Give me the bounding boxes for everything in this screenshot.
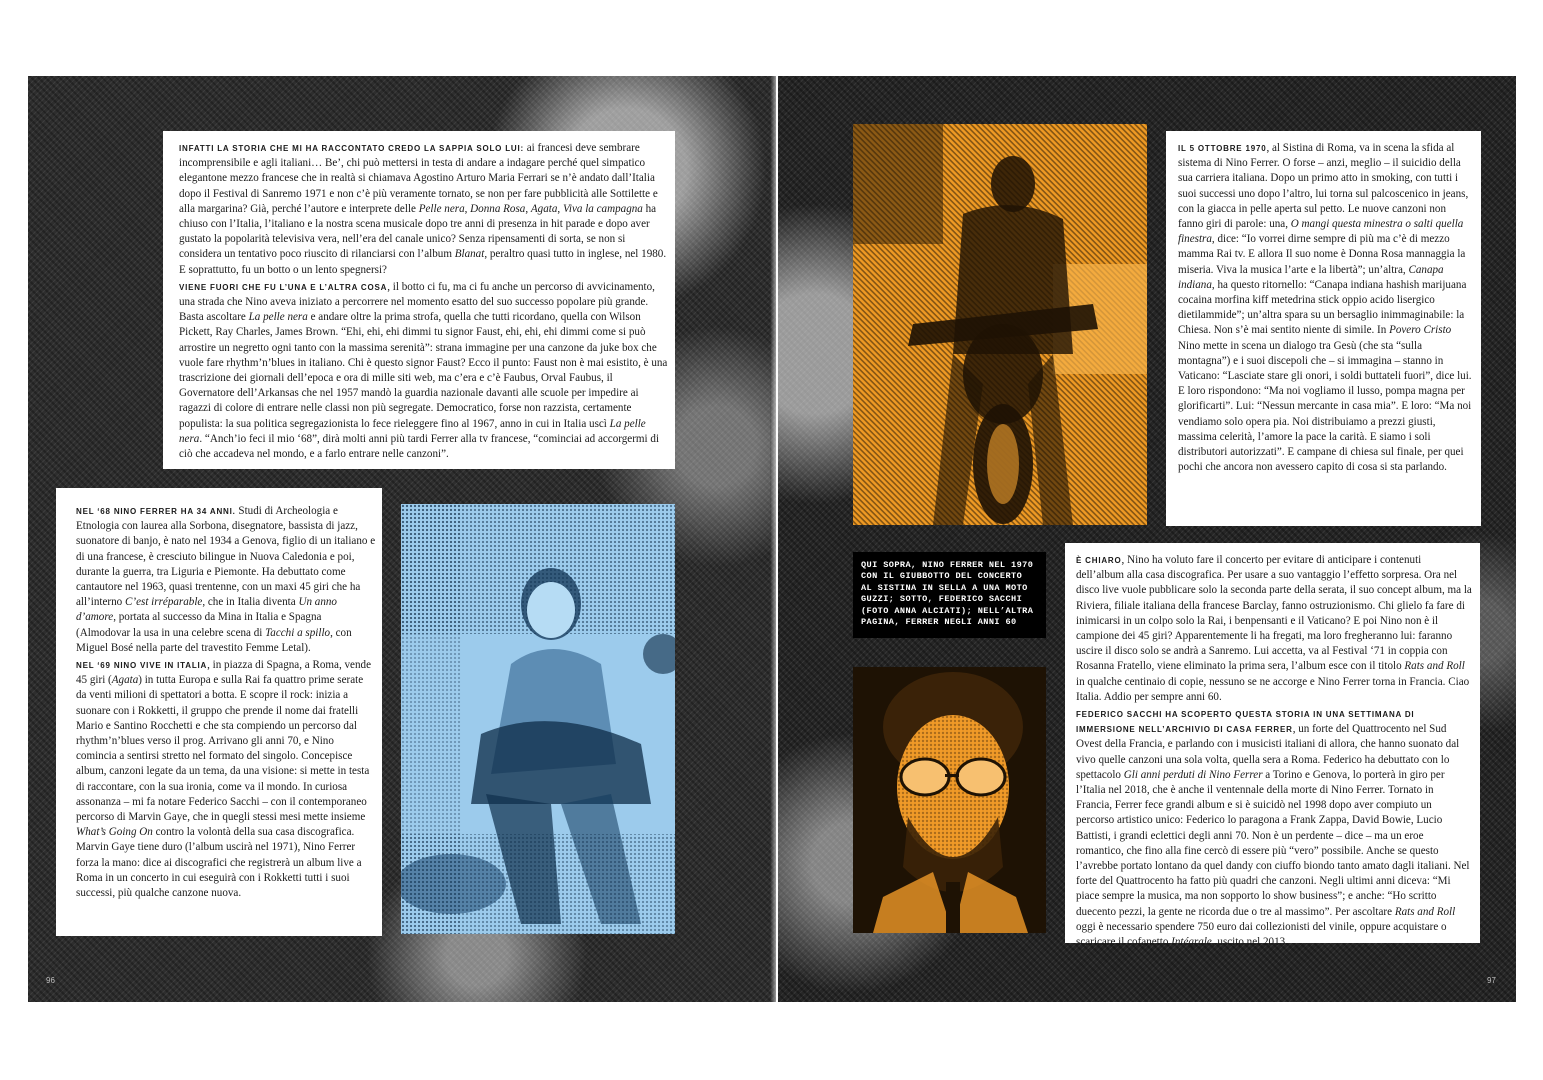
text-run: Studi di Archeologia e Etnologia con laurea alla Sorbona, disegnatore, bassista di jazz, suonatore di banjo, è nato nel 1934 a Genova, figlio di un italiano e di una francese, è cresciuto bilingue in Nuova Caledonia e poi, durante la guerra, tra Liguria e Piemonte. Ha debuttato come cantautore nel 1963, quasi trentenne, con un maxi 45 giri che ha all’interno <box>76 505 376 609</box>
text-run: e andare oltre la prima strofa, quella che tutti ricordano, quella con Wilson Pickett, Ray Charles, James Brown. “Ehi, ehi, ehi dimmi tu signor Faust, ehi, ehi, ehi dimmi come si può arrostire un negretto ogni tanto con la massima serenità”: strana immagine per una canzone da juke box che vuole fare rhythm’n’blues in italiano. Chi è questo signor Faust? Ecco il punto: Faust non è mai esistito, è una trascrizione dei giornali dell’epoca e ora di mille siti web, ma c’era e c’è Faubus, Orval Faubus, il Governatore dell’Arkansas che nel 1957 mandò la guardia nazionale davanti alle scuole per impedire ai ragazzi di colore di entrare nelle classi non più segregate. Democratico, forse non razzista, certamente populista: la sua politica segregazionista lo fece rieleggere fino al 1967, anno in cui in Italia uscì <box>179 311 668 430</box>
text-run: , Nino ha voluto fare il concerto per evitare di anticipare i contenuti dell’album alla casa discografica. Per usare a suo vantaggio l’effetto sorpresa. Ora nel disco live vuole pubblicare solo la seconda parte della serata, il suo concept album, ma la Riviera, filiale italiana della francese Barclay, fanno ostruzionismo. Chi glielo fa fare di inimicarsi in un colpo solo la Rai, i benpensanti e il Vaticano? E poi Nino non è il campione dei 45 giri? Apparentemente li ha fregati, ma loro fregheranno lui: faranno uscire il disco solo se andrà a Sanremo. Lui accetta, va al Festival ‘71 in coppia con Rosanna Fratello, viene eliminato la prima sera, l’album esce con il titolo <box>1076 554 1472 673</box>
photo-federico-sacchi <box>853 667 1046 933</box>
text-run: , ha questo ritornello: “Canapa indiana hashish marijuana cocaina morfina kiff metedrina stick oppio acido lisergico dietilammide”; un’altra spara su un bersaglio inimmaginabile: la Chiesa. Non s’è mai sentito niente di simile. In <box>1178 278 1467 337</box>
lead-in: FEDERICO SACCHI HA SCOPERTO QUESTA STORIA IN UNA SETTIMANA DI IMMERSIONE NELL’ARCHIVIO DI CASA FERRER <box>1076 710 1415 735</box>
paragraph <box>1076 553 1472 705</box>
text-run: in qualche centinaio di copie, nessuno se ne accorge e Nino Ferrer torna in Francia. Ciao Italia. Addio per sempre anni 60. <box>1076 675 1470 703</box>
italic-title: Rats and Roll <box>1394 905 1456 918</box>
paragraph <box>76 504 376 656</box>
text-run: , che in Italia diventa <box>202 596 299 609</box>
article-block-top-left <box>163 131 675 469</box>
text-run: , un forte del Quattrocento nel Sud Ovest della Francia, e parlando con i musicisti italiani di allora, che hanno suonato dal vivo quelle canzoni una sola volta, quella sera a Roma. Federico ha debuttato con lo spettacolo <box>1076 723 1460 781</box>
photo-ferrer-sixties <box>401 504 675 934</box>
italic-title: La pelle nera <box>179 417 646 445</box>
paragraph <box>76 658 376 901</box>
italic-title: Tacchi a spillo <box>265 626 331 639</box>
text-run: , al Sistina di Roma, va in scena la sfida al sistema di Nino Ferrer. O forse – anzi, meglio – il suicidio della sua carriera italiana. Dopo un primo atto in smoking, con tutti i suoi successi uno dopo l’altro, lui torna sul palcoscenico in jeans, con la giacca in pelle aperta sul petto. Le nuove canzoni non fanno giri di parole: una, <box>1178 142 1469 231</box>
text-run: ha chiuso con l’Italia, l’italiano e la nostra scena musicale dopo tre anni di presenza in hit parade e dopo aver gustato la popolarità televisiva vera, nell’era del canale unico? Senza ripensamenti di sorta, se non si considera un tentativo poco riuscito di rilanciarsi con l’album <box>179 202 657 261</box>
italic-title: Canapa indiana <box>1178 263 1444 291</box>
italic-title: Gli anni perduti di Nino Ferrer <box>1123 768 1263 781</box>
article-block-bottom-left <box>56 488 382 936</box>
text-run: , <box>525 202 531 215</box>
page-number-right: 97 <box>1487 976 1496 985</box>
text-run: Nino mette in scena un dialogo tra Gesù (che sta “sulla montagna”) e i suoi discepoli che – si immagina – stanno in Vaticano: “Lasciate stare gli onori, i soldi buttateli fuori”, dice lui. E loro rispondono: “Ma noi vogliamo il lusso, pompa magna per glorificarti”. Lui: “Nessun mercante in casa mia”. E loro: “Ma noi vendiamo solo opera pia. Noi distribuiamo a prezzi giusti, massima celerità, l’amore la pace la carità. E siamo i soli distributori autorizzati”. E campane di chiesa sul finale, per quei pochi che ancora non avessero capito di cosa si sta parlando. <box>1178 339 1472 474</box>
text-run: , uscito nel 2013. <box>1211 936 1288 949</box>
halftone-image <box>401 504 675 934</box>
lead-in: INFATTI LA STORIA CHE MI HA RACCONTATO CREDO LA SAPPIA SOLO LUI: <box>179 144 524 153</box>
italic-title: O mangi questa minestra o salti quella finestra <box>1178 218 1464 246</box>
article-block-top-right <box>1166 131 1481 526</box>
page-number-left: 96 <box>46 976 55 985</box>
italic-title: Pelle nera <box>418 202 465 215</box>
text-run: , il botto ci fu, ma ci fu anche un percorso di avvicinamento, una strada che Nino aveva iniziato a percorrere nel momento esatto del suo successo popolare più grande. Basta ascoltare <box>179 280 655 324</box>
text-run: , portata al successo da Mina in Italia e Spagna (Almodovar la usa in una celebre scena di <box>76 611 322 639</box>
italic-title: Agata <box>111 674 139 687</box>
italic-title: Rats and Roll <box>1404 660 1465 673</box>
paragraph <box>1178 141 1473 475</box>
lead-in: VIENE FUORI CHE FU L’UNA E L’ALTRA COSA <box>179 282 388 292</box>
italic-title: Agata <box>530 202 558 215</box>
italic-title: C’est irréparable <box>124 596 203 609</box>
lead-in: NEL ‘68 NINO FERRER HA 34 ANNI. <box>76 507 236 516</box>
italic-title: Intégrale <box>1171 936 1212 949</box>
text-run: , dice: “Io vorrei dirne sempre di più ma c’è di mezzo mamma Rai tv. E allora Il suo nome è Donna Rosa mannaggia la miseria. Viva la musica l’arte e la libertà”; un’altra, <box>1178 233 1466 276</box>
text-run: , <box>464 202 471 215</box>
photo-ferrer-motorcycle <box>853 124 1147 525</box>
lead-in: IL 5 OTTOBRE 1970 <box>1178 144 1267 153</box>
paragraph <box>179 141 669 278</box>
article-block-bottom-right <box>1065 543 1480 949</box>
italic-title: La pelle nera <box>248 311 308 324</box>
italic-title: Povero Cristo <box>1389 324 1452 337</box>
text-run: . “Anch’io feci il mio ‘68”, dirà molti anni più tardi Ferrer alla tv francese, “cominciai ad accorgermi di ciò che accadeva nel mondo, e a farlo entrare nelle canzoni”. <box>179 432 660 461</box>
italic-title: Un anno d’amore <box>76 596 337 624</box>
paragraph <box>1076 707 1472 950</box>
text-run: , peraltro quasi tutto in inglese, nel 1980. E soprattutto, fu un botto o un lento spegnersi? <box>179 248 667 276</box>
halftone-image <box>853 667 1046 933</box>
photo-caption: QUI SOPRA, NINO FERRER NEL 1970 CON IL GIUBBOTTO DEL CONCERTO AL SISTINA IN SELLA A UNA MOTO GUZZI; SOTTO, FEDERICO SACCHI (FOTO ANNA ALCIATI); NELL’ALTRA PAGINA, FERRER NEGLI ANNI 60 <box>853 552 1046 638</box>
lead-in: NEL ‘69 NINO VIVE IN ITALIA <box>76 661 208 671</box>
text-run: , <box>557 202 563 215</box>
lead-in: È CHIARO <box>1076 556 1122 565</box>
halftone-image <box>853 124 1147 525</box>
italic-title: Donna Rosa <box>470 202 526 215</box>
text-run: ) in tutta Europa e sulla Rai fa quattro prime serate da venti milioni di spettatori a botta. E scopre il rock: inizia a suonare con i Rokketti, il gruppo che prende il nome dai fratelli Mario e Santino Rocchetti e che sta compiendo un percorso dal rhythm’n’blues verso il prog. Arrivano gli anni 70, e Nino comincia a sentirsi stretto nel formato del singolo. Concepisce album, canzoni legate da un tema, da una visione: si mette in testa di raccontare, con la sua ironia, come va il mondo. In curiosa assonanza – mi fa notare Federico Sacchi – con il contemporaneo percorso di Marvin Gaye, che in quegli stessi mesi mette insieme <box>76 674 370 824</box>
paragraph <box>179 280 669 462</box>
text-run: ai francesi deve sembrare incomprensibile e agli italiani… Be’, chi può mettersi in testa di andare a indagare perché quel simpatico elegantone mezzo francese che in realtà si chiamava Agostino Arturo Maria Ferrari se n’è andato dall’Italia dopo il Festival di Sanremo 1971 e non c’è più veramente tornato, se non per fare pubblicità alle Sottilette e alla margarina? Già, perché l’autore e interprete delle <box>179 142 658 215</box>
text-run: oggi è necessario spendere 750 euro dai collezionisti del vinile, oppure acquistare o scaricare il cofanetto <box>1076 920 1447 949</box>
italic-title: What’s Going On <box>76 826 153 839</box>
italic-title: Viva la campagna <box>562 202 643 215</box>
text-run: contro la volontà della sua casa discografica. Marvin Gaye tiene duro (l’album uscirà nel 1971), Nino Ferrer forza la mano: dice ai discografici che registrerà un album live a Roma in un concerto in cui eseguirà con i Rokketti tutti i suoi successi, più qualche canzone nuova. <box>76 826 362 900</box>
italic-title: Blanat <box>454 248 485 261</box>
text-run: , con Miguel Bosé nella parte del travestito Femme Letal). <box>76 626 352 654</box>
text-run: a Torino e Genova, lo porterà in giro per l’Italia nel 2018, che è anche il ventennale della morte di Nino Ferrer. Tornato in Francia, Ferrer fece grandi album e si è suicidò nel 1998 dopo aver compiuto un percorso artistico unico: Federico lo paragona a Frank Zappa, David Bowie, Lucio Battisti, i grandi eclettici degli anni 70. Non è un perdente – dice – ma un eroe romantico, che fino alla fine cercò di essere più “vero” possibile. Anche se questo l’avrebbe portato lontano da quel dandy con ciuffo biondo tanto amato dagli italiani. Nel forte del Quattrocento ha fatto più quadri che canzoni. Negli ultimi anni diceva: “Mi piace sempre la musica, ma non sopporto lo show business”; e anche: “Ho scritto duecento pezzi, la gente ne ricorda due o tre al massimo”. Per ascoltare <box>1076 768 1470 918</box>
text-run: , in piazza di Spagna, a Roma, vende 45 giri ( <box>76 659 371 687</box>
